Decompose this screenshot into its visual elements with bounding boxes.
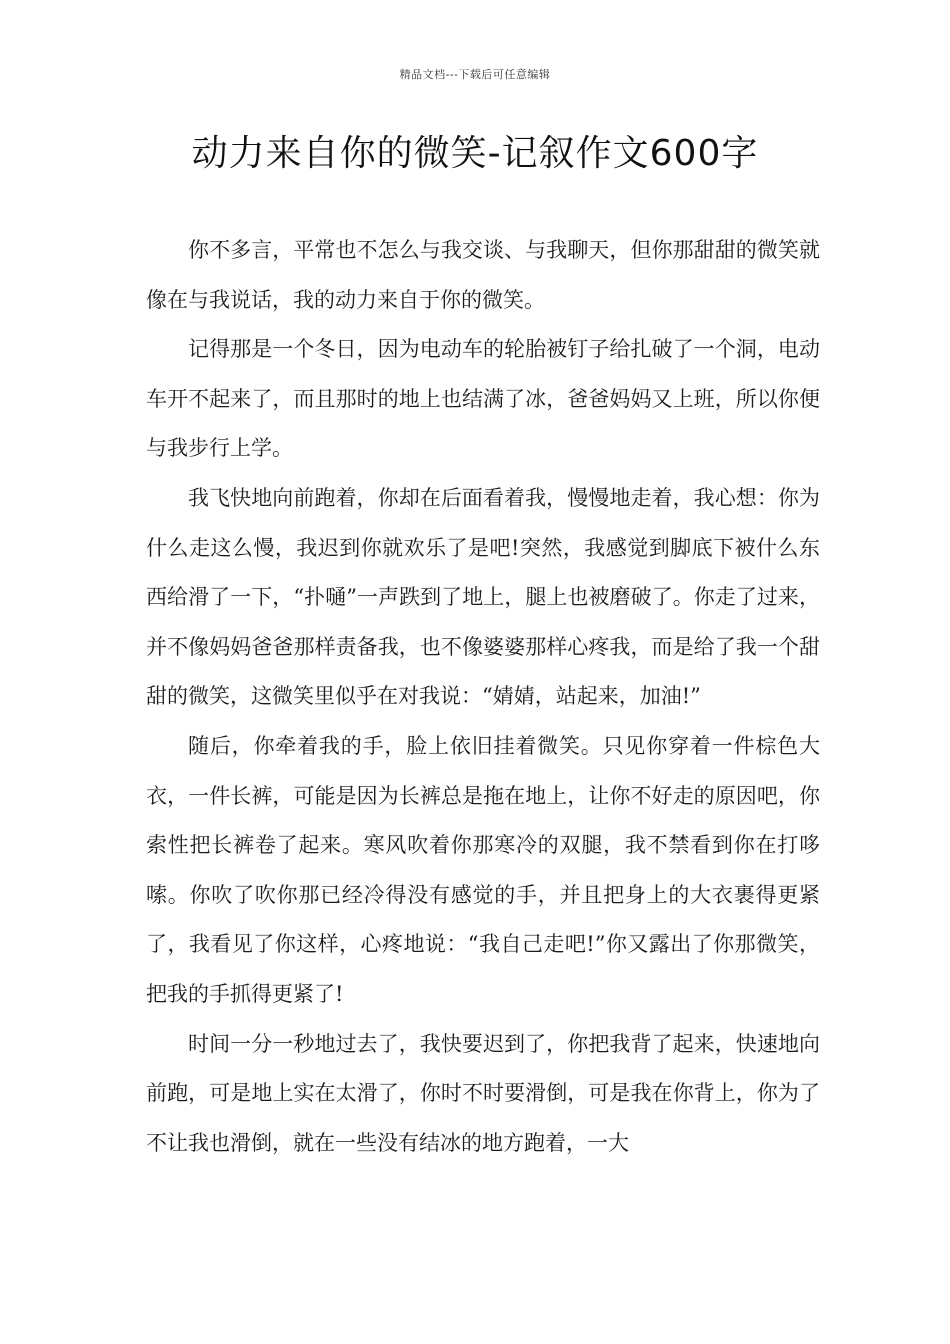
paragraph-2: 记得那是一个冬日，因为电动车的轮胎被钉子给扎破了一个洞，电动车开不起来了，而且那时的地上也结满了冰，爸爸妈妈又上班，所以你便与我步行上学。	[146, 337, 820, 461]
header-note: 精品文档---下载后可任意编辑	[399, 68, 551, 81]
document-body	[146, 226, 820, 1168]
paragraph-4: 随后，你牵着我的手，脸上依旧挂着微笑。只见你穿着一件棕色大衣，一件长裤，可能是因为长裤总是拖在地上，让你不好走的原因吧，你索性把长裤卷了起来。寒风吹着你那寒冷的双腿，我不禁看到你在打哆嗦。你吹了吹你那已经冷得没有感觉的手，并且把身上的大衣裹得更紧了，我看见了你这样，心疼地说：“我自己走吧!”你又露出了你那微笑，把我的手抓得更紧了!	[146, 733, 820, 1006]
document-title: 动力来自你的微笑-记叙作文600字	[191, 133, 759, 174]
paragraph-3: 我飞快地向前跑着，你却在后面看着我，慢慢地走着，我心想：你为什么走这么慢，我迟到你就欢乐了是吧!突然，我感觉到脚底下被什么东西给滑了一下，“扑嗵”一声跌到了地上，腿上也被磨破了。你走了过来，并不像妈妈爸爸那样责备我，也不像婆婆那样心疼我，而是给了我一个甜甜的微笑，这微笑里似乎在对我说：“婧婧，站起来，加油!”	[146, 485, 820, 709]
paragraph-5: 时间一分一秒地过去了，我快要迟到了，你把我背了起来，快速地向前跑，可是地上实在太滑了，你时不时要滑倒，可是我在你背上，你为了不让我也滑倒，就在一些没有结冰的地方跑着，一大	[146, 1031, 820, 1155]
paragraph-1: 你不多言，平常也不怎么与我交谈、与我聊天，但你那甜甜的微笑就像在与我说话，我的动力来自于你的微笑。	[146, 238, 820, 312]
